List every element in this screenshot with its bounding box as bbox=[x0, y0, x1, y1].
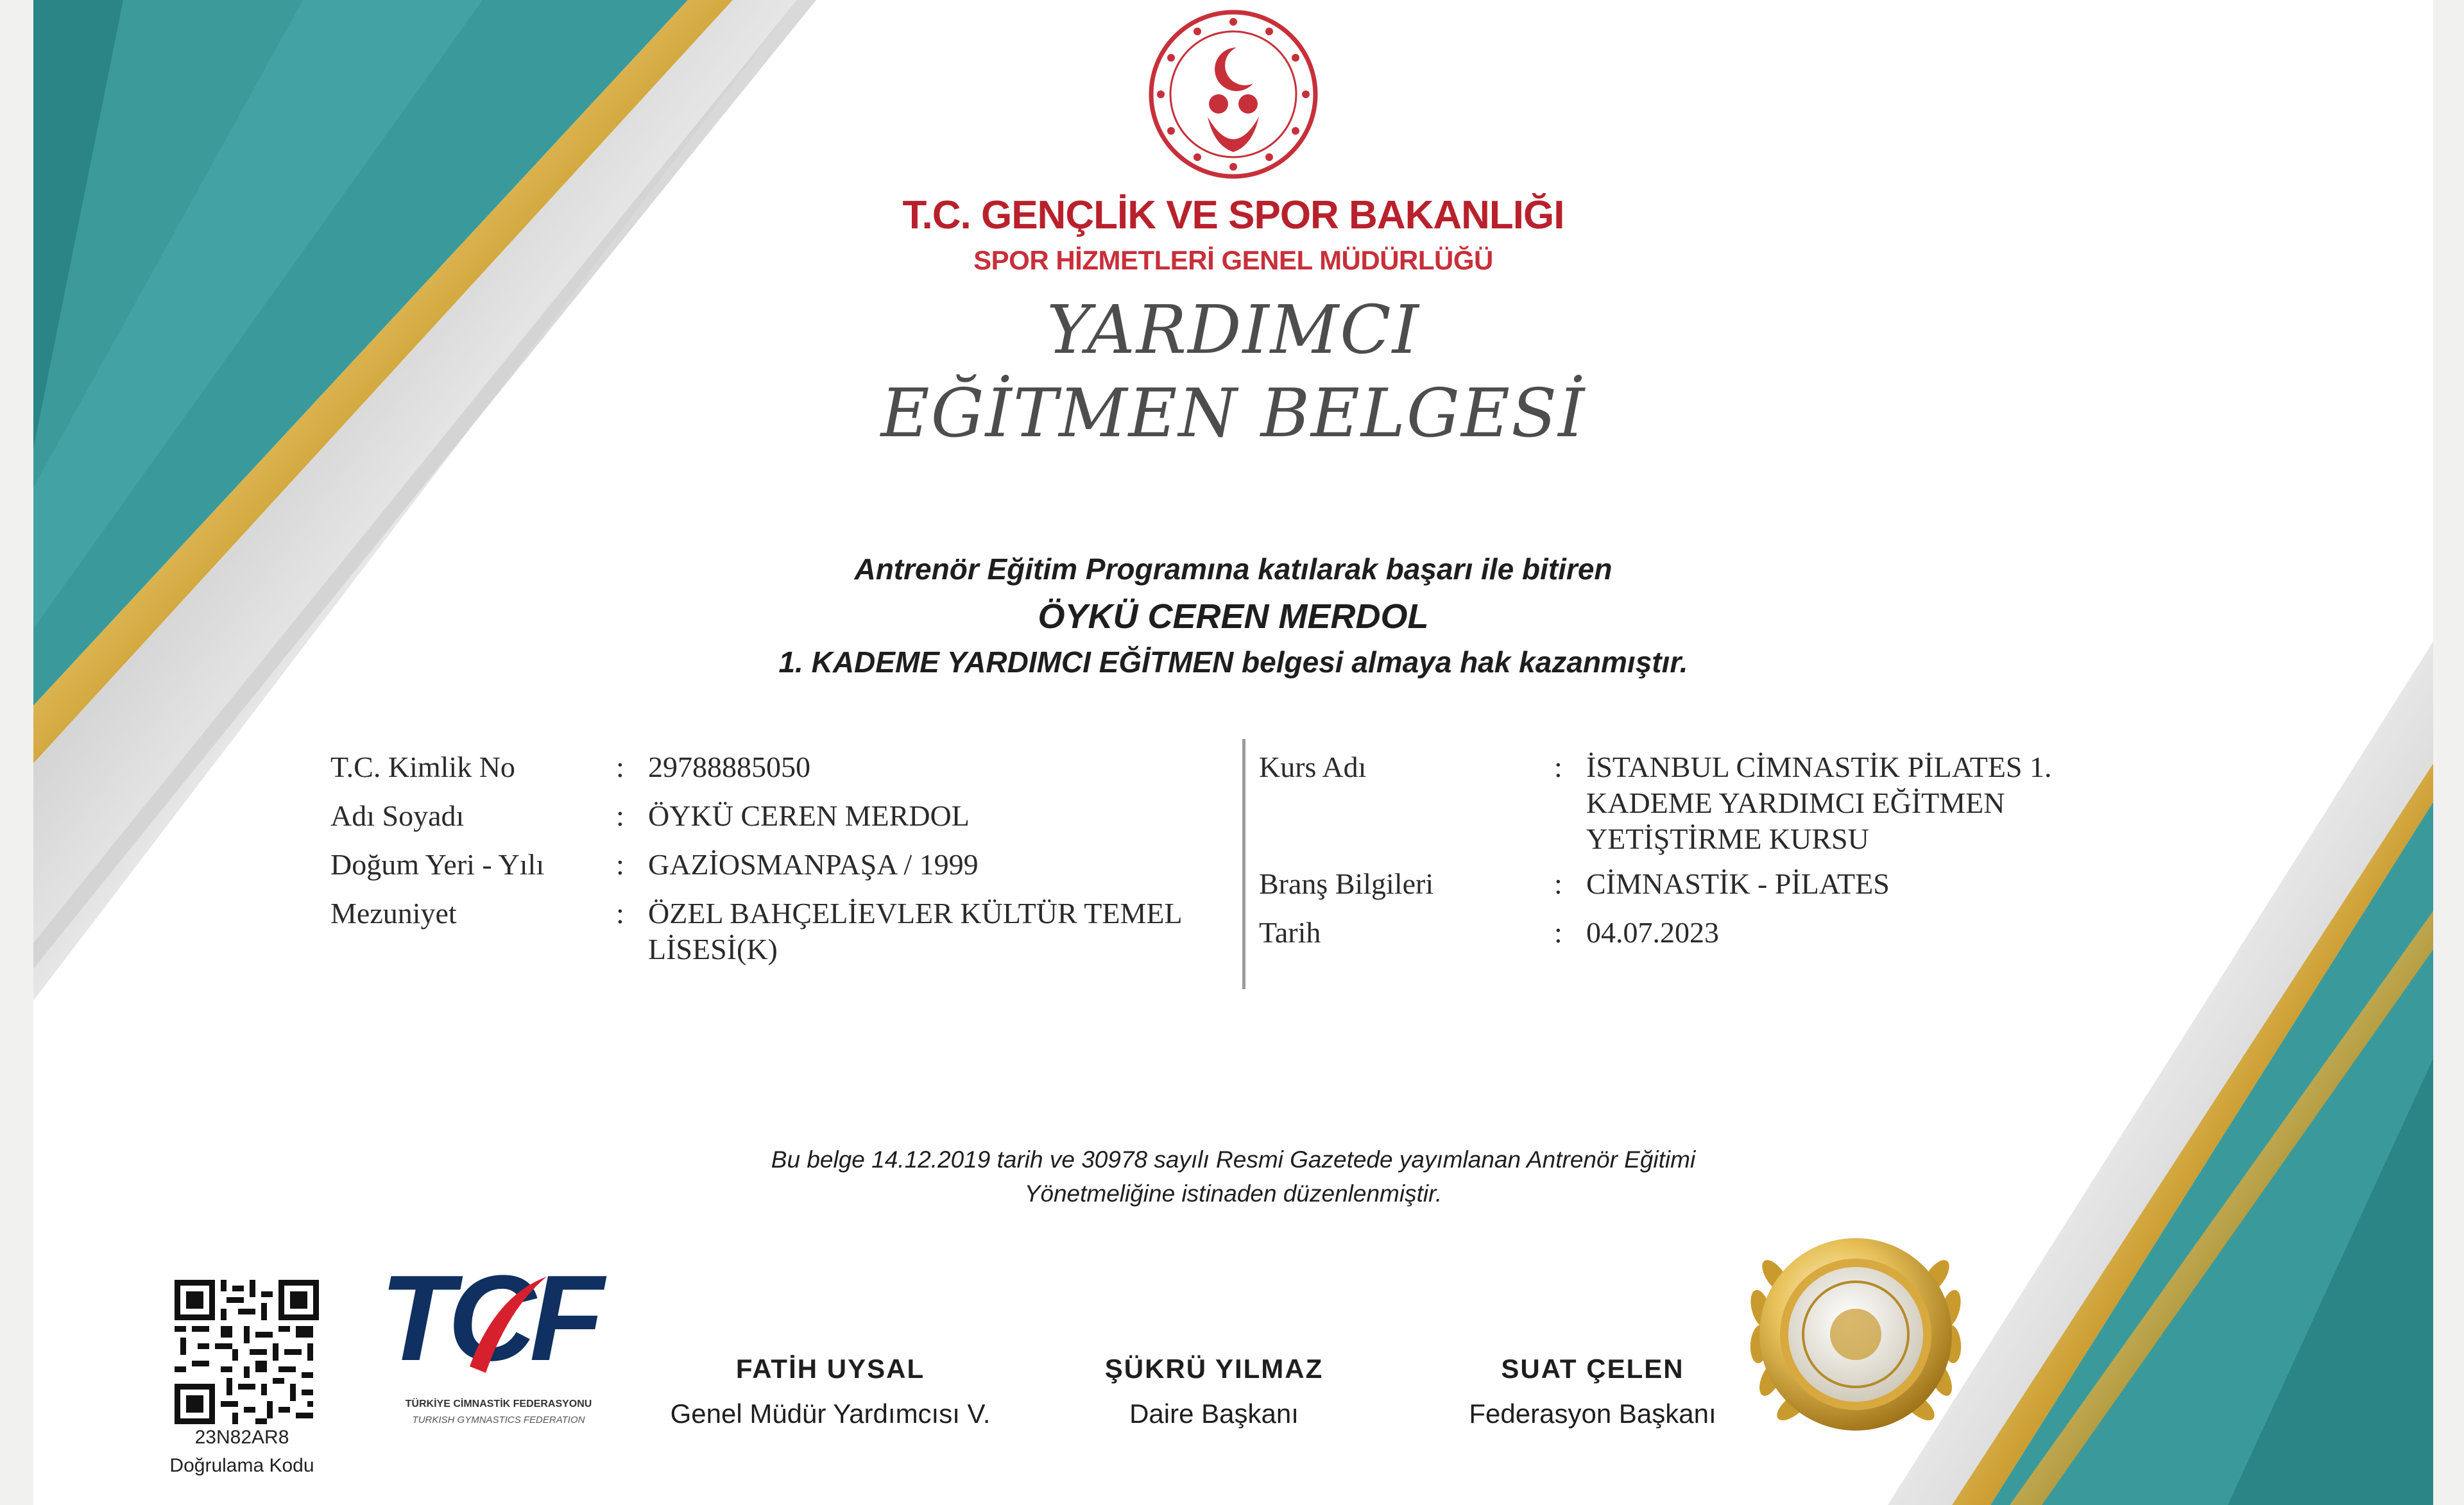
personal-info-block bbox=[330, 749, 1293, 974]
legal-note-line1: Bu belge 14.12.2019 tarih ve 30978 sayılı Resmi Gazetede yayımlanan Antrenör Eğitimi bbox=[771, 1146, 1696, 1173]
info-value: ÖYKÜ CEREN MERDOL bbox=[648, 799, 970, 832]
verification-label: Doğrulama Kodu bbox=[169, 1455, 314, 1476]
legal-note-line2: Yönetmeliğine istinaden düzenlenmiştir. bbox=[1024, 1180, 1442, 1207]
info-row bbox=[330, 798, 1293, 837]
info-label: Kurs Adı bbox=[1259, 751, 1367, 783]
info-value: İSTANBUL CİMNASTİK PİLATES 1. KADEME YARDIMCI EĞİTMEN YETİŞTİRME KURSU bbox=[1586, 751, 2052, 856]
info-label: T.C. Kimlik No bbox=[330, 751, 515, 783]
info-row bbox=[330, 896, 1293, 973]
signatory-name: FATİH UYSAL bbox=[735, 1354, 925, 1384]
statement-intro: Antrenör Eğitim Programına katılarak başarı ile bitiren bbox=[854, 552, 1613, 586]
signatory-name: SUAT ÇELEN bbox=[1501, 1354, 1684, 1384]
signatory-name: ŞÜKRÜ YILMAZ bbox=[1104, 1354, 1324, 1384]
signatory-block bbox=[651, 1354, 1010, 1429]
gold-medal-icon bbox=[1715, 1206, 1997, 1463]
signatory-title: Federasyon Başkanı bbox=[1469, 1399, 1716, 1429]
info-separator: : bbox=[616, 897, 624, 930]
info-row bbox=[1259, 915, 2286, 953]
info-label: Adı Soyadı bbox=[330, 799, 465, 832]
signatory-title: Daire Başkanı bbox=[1129, 1399, 1299, 1429]
info-separator: : bbox=[616, 848, 624, 881]
info-label: Tarih bbox=[1259, 916, 1321, 949]
info-label: Mezuniyet bbox=[330, 897, 457, 930]
info-row bbox=[330, 749, 1293, 788]
recipient-name: ÖYKÜ CEREN MERDOL bbox=[1038, 597, 1429, 636]
course-info-block bbox=[1259, 749, 2286, 974]
ministry-name: T.C. GENÇLİK VE SPOR BAKANLIĞI bbox=[902, 193, 1564, 237]
ministry-seal-icon bbox=[1147, 8, 1320, 181]
statement-award: 1. KADEME YARDIMCI EĞİTMEN belgesi almaya hak kazanmıştır. bbox=[778, 645, 1688, 679]
federation-logo-letters: TCF bbox=[380, 1250, 598, 1386]
certificate-title-line2: EĞİTMEN BELGESİ bbox=[880, 374, 1586, 452]
info-separator: : bbox=[616, 751, 624, 783]
verification-code: 23N82AR8 bbox=[194, 1427, 289, 1448]
info-value: GAZİOSMANPAŞA / 1999 bbox=[648, 848, 979, 881]
certificate-title-line1: YARDIMCI bbox=[1047, 291, 1420, 369]
info-row bbox=[1259, 749, 2286, 858]
certificate-page bbox=[33, 0, 2433, 1505]
info-label: Branş Bilgileri bbox=[1259, 867, 1434, 900]
info-value: CİMNASTİK - PİLATES bbox=[1586, 867, 1890, 900]
info-separator: : bbox=[1554, 751, 1562, 783]
federation-logo-swoosh bbox=[457, 1270, 553, 1379]
info-value: 29788885050 bbox=[648, 751, 810, 783]
info-row bbox=[330, 847, 1293, 885]
federation-name-tr: TÜRKİYE CİMNASTİK FEDERASYONU bbox=[405, 1399, 592, 1409]
directorate-name: SPOR HİZMETLERİ GENEL MÜDÜRLÜĞÜ bbox=[973, 245, 1493, 275]
signatory-title: Genel Müdür Yardımcısı V. bbox=[670, 1399, 991, 1429]
info-value: ÖZEL BAHÇELİEVLER KÜLTÜR TEMEL LİSESİ(K) bbox=[648, 897, 1181, 966]
federation-name-en: TURKISH GYMNASTICS FEDERATION bbox=[412, 1415, 585, 1425]
info-separator: : bbox=[1554, 916, 1562, 949]
info-label: Doğum Yeri - Yılı bbox=[330, 848, 545, 881]
info-row bbox=[1259, 866, 2286, 905]
info-separator: : bbox=[616, 799, 624, 832]
info-divider bbox=[1242, 739, 1245, 989]
qr-code-icon[interactable] bbox=[175, 1280, 319, 1424]
info-value: 04.07.2023 bbox=[1586, 916, 1719, 949]
info-separator: : bbox=[1554, 867, 1562, 900]
signatory-block bbox=[1034, 1354, 1394, 1429]
